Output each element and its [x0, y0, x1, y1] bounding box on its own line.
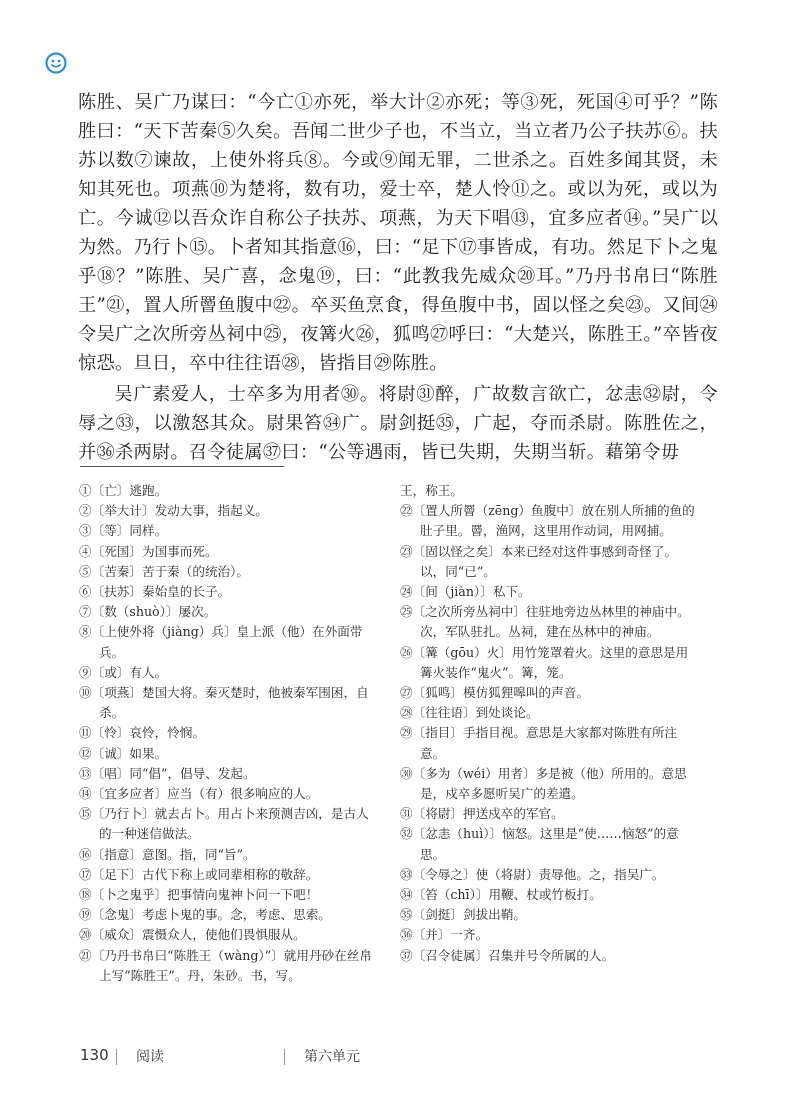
footnote: ⑦〔数（shuò）〕屡次。 [79, 604, 217, 620]
footnote: ⑰〔足下〕古代下称上或同辈相称的敬辞。 [79, 866, 319, 882]
page-number: 130 [80, 1046, 109, 1064]
footnote: ㉚〔多为（wéi）用者〕多是被（他）所用的。意思是，戍卒多愿听吴广的差遣。 [400, 765, 687, 802]
section-label: 阅读 [136, 1049, 164, 1065]
footnote: ㉗〔狐鸣〕模仿狐狸嗥叫的声音。 [400, 685, 589, 701]
footnote: ㊱〔并〕一齐。 [400, 927, 489, 943]
footnote: ⑩〔项燕〕楚国大将。秦灭楚时，他被秦军围困，自杀。 [79, 685, 369, 721]
footnote: ⑥〔扶苏〕秦始皇的长子。 [79, 584, 231, 600]
smiley-icon [45, 52, 67, 74]
footnote: ㉔〔间（jiàn）〕私下。 [400, 584, 531, 600]
footnote: ①〔亡〕逃跑。 [79, 483, 168, 498]
paragraph: 陈胜、吴广乃谋曰：“今亡①亦死，举大计②亦死；等③死，死国④可乎？”陈胜曰：“天下苦秦⑤久矣。吾闻二世少子也，不当立，当立者乃公子扶苏⑥。扶苏以数⑦谏故，上使外将兵⑧。今或⑨闻无罪，二世杀之。百姓多闻其贤，未知其死也。项燕⑩为楚将，数有功，爱士卒，楚人怜⑪之。或以为死，或以为亡。今诚⑫以吾众诈自称公子扶苏、项燕，为天下唱⑬，宜多应者⑭。”吴广以为然。乃行卜⑮。卜者知其指意⑯，曰：“足下⑰事皆成，有功。然足下卜之鬼乎⑱？”陈胜、吴广喜，念鬼⑲，曰：“此教我先威众⑳耳。”乃丹书帛曰“陈胜王”㉑，置人所罾鱼腹中㉒。卒买鱼烹食，得鱼腹中书，固以怪之矣㉓。又间㉔令吴广之次所旁丛祠中㉕，夜篝火㉖，狐鸣㉗呼曰：“大楚兴，陈胜王。”卒皆夜惊恐。旦日，卒中往往语㉘，皆指目㉙陈胜。 [78, 92, 718, 374]
footnote: ㉖〔篝（gōu）火〕用竹笼罩着火。这里的意思是用篝火装作“鬼火”。篝，笼。 [400, 644, 689, 680]
main-text [78, 88, 718, 467]
footnote: ⑪〔怜〕哀怜，怜悯。 [79, 725, 205, 741]
footnote: ㉟〔剑挺〕剑拔出鞘。 [400, 907, 526, 923]
footer-divider [116, 1049, 117, 1065]
footnote: ⑳〔威众〕震慑众人，使他们畏惧服从。 [79, 927, 306, 943]
footnotes-right [400, 481, 700, 966]
footnote: ㉘〔往往语〕到处谈论。 [400, 705, 539, 721]
footnote: ㊲〔召令徒属〕召集并号令所属的人。 [400, 947, 615, 963]
footnote: ⑯〔指意〕意图。指，同“旨”。 [79, 846, 256, 862]
footnote: ⑧〔上使外将（jiàng）兵〕皇上派（他）在外面带兵。 [79, 624, 363, 660]
footnote: ⑭〔宜多应者〕应当（有）很多响应的人。 [79, 786, 319, 802]
footnote: ㉓〔固以怪之矣〕本来已经对这件事感到奇怪了。以，同“已”。 [400, 543, 678, 579]
paragraph: 吴广素爱人，士卒多为用者㉚。将尉㉛醉，广故数言欲亡，忿恚㉜尉，令辱之㉝，以激怒其众。尉果笞㉞广。尉剑挺㉟，广起，夺而杀尉。陈胜佐之，并㊱杀两尉。召令徒属㊲曰：“公等遇雨，皆已失期，失期当斩。藉第令毋 [78, 384, 718, 463]
page-footer [80, 1046, 720, 1070]
footnote-divider [80, 466, 284, 467]
footnote: 王，称王。 [400, 483, 463, 498]
footnote: ⑨〔或〕有人。 [79, 664, 168, 680]
footnote: ㉒〔置人所罾（zēng）鱼腹中〕放在别人所捕的鱼的肚子里。罾，渔网，这里用作动词，用网捕。 [400, 503, 695, 539]
footnote: ㉞〔笞（chī）〕用鞭、杖或竹板打。 [400, 887, 602, 903]
footer-divider [284, 1049, 285, 1065]
footnote: ㉜〔忿恚（huì）〕恼怒。这里是“使……恼怒”的意思。 [400, 826, 679, 862]
footnote: ②〔举大计〕发动大事，指起义。 [79, 503, 268, 519]
footnotes-left [79, 481, 379, 986]
footnote: ㉛〔将尉〕押送戍卒的军官。 [400, 806, 564, 822]
footnote: ⑫〔诚〕如果。 [79, 745, 168, 761]
footnote: ⑲〔念鬼〕考虑卜鬼的事。念，考虑、思索。 [79, 907, 331, 923]
footnote: ⑤〔苦秦〕苦于秦（的统治）。 [79, 563, 250, 579]
footnote: ㉕〔之次所旁丛祠中〕往驻地旁边丛林里的神庙中。次，军队驻扎。丛祠，建在丛林中的神庙。 [400, 604, 690, 640]
footnote: ㉙〔指目〕手指目视。意思是大家都对陈胜有所注意。 [400, 725, 678, 761]
footnote: ⑮〔乃行卜〕就去占卜。用占卜来预测吉凶，是古人的一种迷信做法。 [79, 806, 369, 842]
footnote: ㉝〔令辱之〕使（将尉）责辱他。之，指吴广。 [400, 866, 665, 882]
footnote: ㉑〔乃丹书帛曰“陈胜王（wàng）”〕就用丹砂在丝帛上写“陈胜王”。丹，朱砂。书，写。 [79, 947, 372, 983]
footnote: ⑱〔卜之鬼乎〕把事情向鬼神卜问一下吧！ [79, 887, 319, 903]
footnote: ④〔死国〕为国事而死。 [79, 543, 218, 559]
footnote: ③〔等〕同样。 [79, 523, 168, 539]
unit-label: 第六单元 [304, 1049, 360, 1065]
footnote: ⑬〔唱〕同“倡”，倡导、发起。 [79, 765, 256, 781]
